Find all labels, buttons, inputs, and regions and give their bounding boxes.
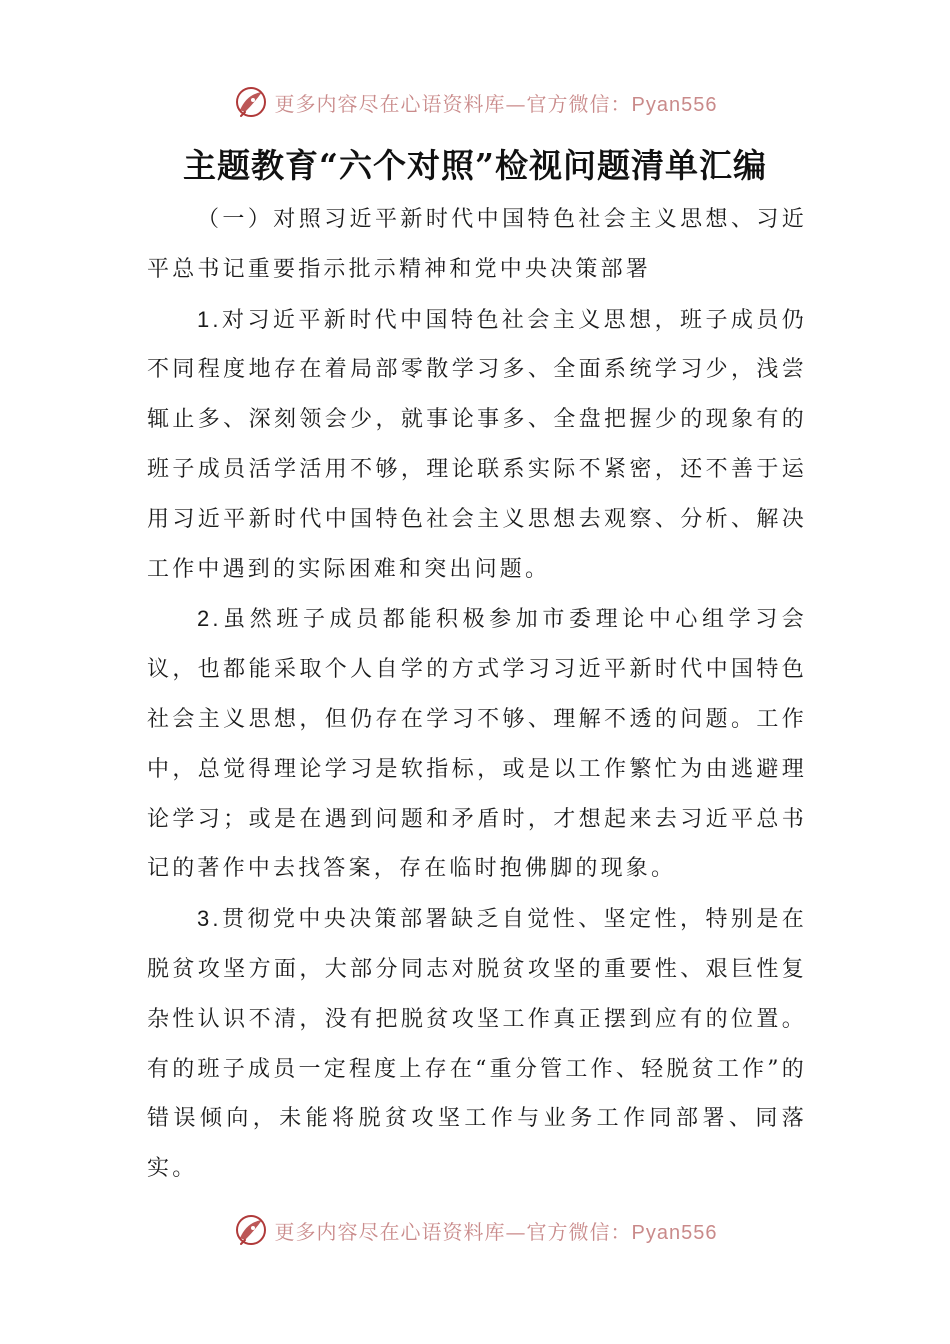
list-item: 2.虽然班子成员都能积极参加市委理论中心组学习会议，也都能采取个人自学的方式学习习近平新时代中国特色社会主义思想，但仍存在学习不够、理解不透的问题。工作中，总觉得理论学习是软指标，或是以工作繁忙为由逃避理论学习；或是在遇到问题和矛盾时，才想起来去习近平总书记的著作中去找答案，存在临时抱佛脚的现象。 xyxy=(147,606,807,882)
footer-banner xyxy=(0,1212,950,1248)
document-body xyxy=(147,195,807,1194)
header-banner xyxy=(0,84,950,120)
document-title: 主题教育“六个对照”检视问题清单汇编 xyxy=(183,146,767,185)
list-item: 3.贯彻党中央决策部署缺乏自觉性、坚定性，特别是在脱贫攻坚方面，大部分同志对脱贫攻坚的重要性、艰巨性复杂性认识不清，没有把脱贫攻坚工作真正摆到应有的位置。有的班子成员一定程度上存在“重分管工作、轻脱贫工作”的错误倾向，未能将脱贫攻坚工作与业务工作同部署、同落实。 xyxy=(147,906,807,1182)
list-item: 1.对习近平新时代中国特色社会主义思想，班子成员仍不同程度地存在着局部零散学习多、全面系统学习少，浅尝辄止多、深刻领会少，就事论事多、全盘把握少的现象有的班子成员活学活用不够，理论联系实际不紧密，还不善于运用习近平新时代中国特色社会主义思想去观察、分析、解决工作中遇到的实际困难和突出问题。 xyxy=(147,306,807,582)
pen-logo-icon xyxy=(233,84,269,120)
banner-text: 更多内容尽在心语资料库—官方微信：Pyan556 xyxy=(274,1219,718,1244)
section-heading: （一）对照习近平新时代中国特色社会主义思想、习近平总书记重要指示批示精神和党中央决策部署 xyxy=(147,207,807,282)
banner-text: 更多内容尽在心语资料库—官方微信：Pyan556 xyxy=(274,91,718,116)
pen-logo-icon xyxy=(233,1212,269,1248)
